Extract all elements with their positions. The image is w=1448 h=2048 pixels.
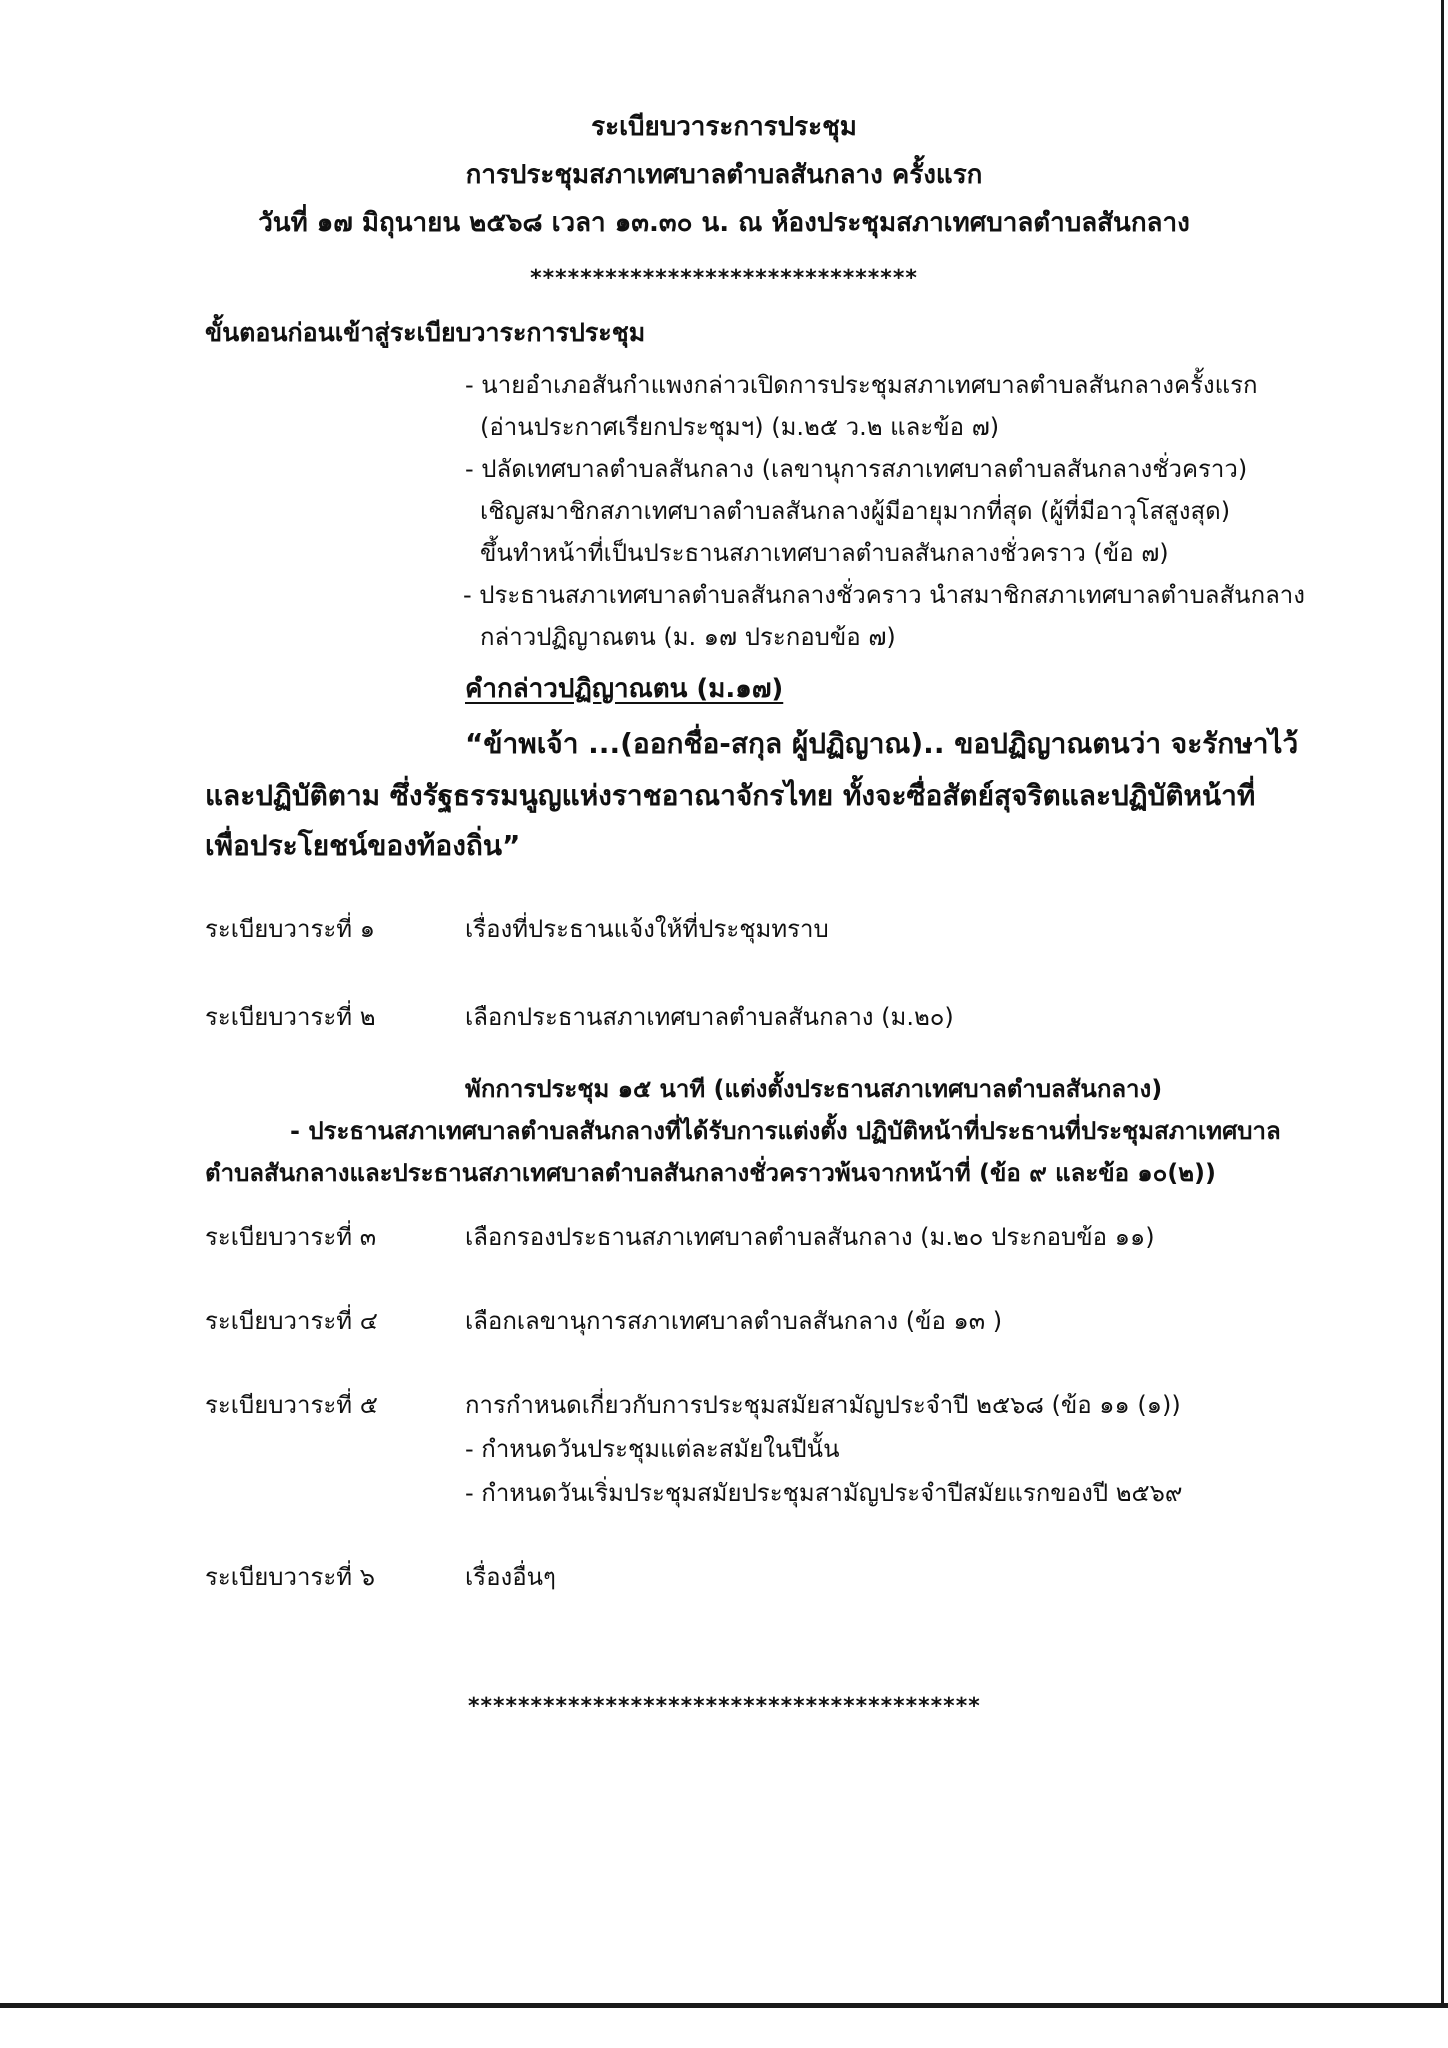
separator-top: ******************************* bbox=[530, 266, 918, 291]
agenda-1-text: เรื่องที่ประธานแจ้งให้ที่ประชุมทราบ bbox=[465, 915, 829, 943]
agenda-6-text: เรื่องอื่นๆ bbox=[465, 1563, 556, 1591]
agenda-1-label: ระเบียบวาระที่ ๑ bbox=[205, 915, 375, 943]
agenda-4-label: ระเบียบวาระที่ ๔ bbox=[205, 1307, 378, 1335]
oath-line-3: เพื่อประโยชน์ของท้องถิ่น” bbox=[205, 829, 521, 862]
separator-bottom: ***************************************** bbox=[468, 1694, 981, 1719]
pre-step-2-line-1: - ปลัดเทศบาลตำบลสันกลาง (เลขานุการสภาเทศบาลตำบลสันกลางชั่วคราว) bbox=[465, 455, 1248, 483]
agenda-3-label: ระเบียบวาระที่ ๓ bbox=[205, 1223, 377, 1251]
agenda-5-sub-2: - กำหนดวันเริ่มประชุมสมัยประชุมสามัญประจำปีสมัยแรกของปี ๒๕๖๙ bbox=[465, 1479, 1183, 1507]
agenda-3-text: เลือกรองประธานสภาเทศบาลตำบลสันกลาง (ม.๒๐ ประกอบข้อ ๑๑) bbox=[465, 1223, 1155, 1251]
scan-border-right bbox=[1441, 0, 1444, 2005]
break-line-3: ตำบลสันกลางและประธานสภาเทศบาลตำบลสันกลางชั่วคราวพ้นจากหน้าที่ (ข้อ ๙ และข้อ ๑๐(๒)) bbox=[205, 1159, 1216, 1187]
scan-border-bottom bbox=[0, 2003, 1448, 2008]
pre-step-3-line-2: กล่าวปฏิญาณตน (ม. ๑๗ ประกอบข้อ ๗) bbox=[480, 623, 896, 651]
break-line-2: - ประธานสภาเทศบาลตำบลสันกลางที่ได้รับการแต่งตั้ง ปฏิบัติหน้าที่ประธานที่ประชุมสภาเทศบาล bbox=[290, 1117, 1281, 1145]
agenda-6-label: ระเบียบวาระที่ ๖ bbox=[205, 1563, 375, 1591]
pre-steps-heading: ขั้นตอนก่อนเข้าสู่ระเบียบวาระการประชุม bbox=[205, 318, 646, 347]
break-line-1: พักการประชุม ๑๕ นาที (แต่งตั้งประธานสภาเทศบาลตำบลสันกลาง) bbox=[465, 1075, 1163, 1103]
agenda-5-text: การกำหนดเกี่ยวกับการประชุมสมัยสามัญประจำปี ๒๕๖๘ (ข้อ ๑๑ (๑)) bbox=[465, 1391, 1181, 1419]
agenda-5-sub-1: - กำหนดวันประชุมแต่ละสมัยในปีนั้น bbox=[465, 1435, 840, 1463]
agenda-5-label: ระเบียบวาระที่ ๕ bbox=[205, 1391, 378, 1419]
agenda-2-label: ระเบียบวาระที่ ๒ bbox=[205, 1003, 376, 1031]
agenda-title: ระเบียบวาระการประชุม bbox=[591, 112, 857, 142]
agenda-2-text: เลือกประธานสภาเทศบาลตำบลสันกลาง (ม.๒๐) bbox=[465, 1003, 954, 1031]
pre-step-2-line-2: เชิญสมาชิกสภาเทศบาลตำบลสันกลางผู้มีอายุมากที่สุด (ผู้ที่มีอาวุโสสูงสุด) bbox=[480, 497, 1231, 525]
oath-heading: คำกล่าวปฏิญาณตน (ม.๑๗) bbox=[465, 674, 784, 704]
pre-step-3-line-1: - ประธานสภาเทศบาลตำบลสันกลางชั่วคราว นำสมาชิกสภาเทศบาลตำบลสันกลาง bbox=[463, 581, 1306, 609]
pre-step-1-line-1: - นายอำเภอสันกำแพงกล่าวเปิดการประชุมสภาเทศบาลตำบลสันกลางครั้งแรก bbox=[465, 371, 1258, 399]
meeting-date-location: วันที่ ๑๗ มิถุนายน ๒๕๖๘ เวลา ๑๓.๓๐ น. ณ ห้องประชุมสภาเทศบาลตำบลสันกลาง bbox=[258, 208, 1190, 238]
oath-line-2: และปฏิบัติตาม ซึ่งรัฐธรรมนูญแห่งราชอาณาจักรไทย ทั้งจะซื่อสัตย์สุจริตและปฏิบัติหน้าที่ bbox=[205, 779, 1256, 812]
meeting-title: การประชุมสภาเทศบาลตำบลสันกลาง ครั้งแรก bbox=[465, 160, 983, 190]
pre-step-1-line-2: (อ่านประกาศเรียกประชุมฯ) (ม.๒๕ ว.๒ และข้อ ๗) bbox=[480, 413, 1000, 441]
oath-line-1: “ข้าพเจ้า ...(ออกชื่อ-สกุล ผู้ปฏิญาณ).. ขอปฏิญาณตนว่า จะรักษาไว้ bbox=[465, 727, 1299, 760]
agenda-4-text: เลือกเลขานุการสภาเทศบาลตำบลสันกลาง (ข้อ ๑๓ ) bbox=[465, 1307, 1003, 1335]
pre-step-2-line-3: ขึ้นทำหน้าที่เป็นประธานสภาเทศบาลตำบลสันกลางชั่วคราว (ข้อ ๗) bbox=[480, 539, 1169, 567]
